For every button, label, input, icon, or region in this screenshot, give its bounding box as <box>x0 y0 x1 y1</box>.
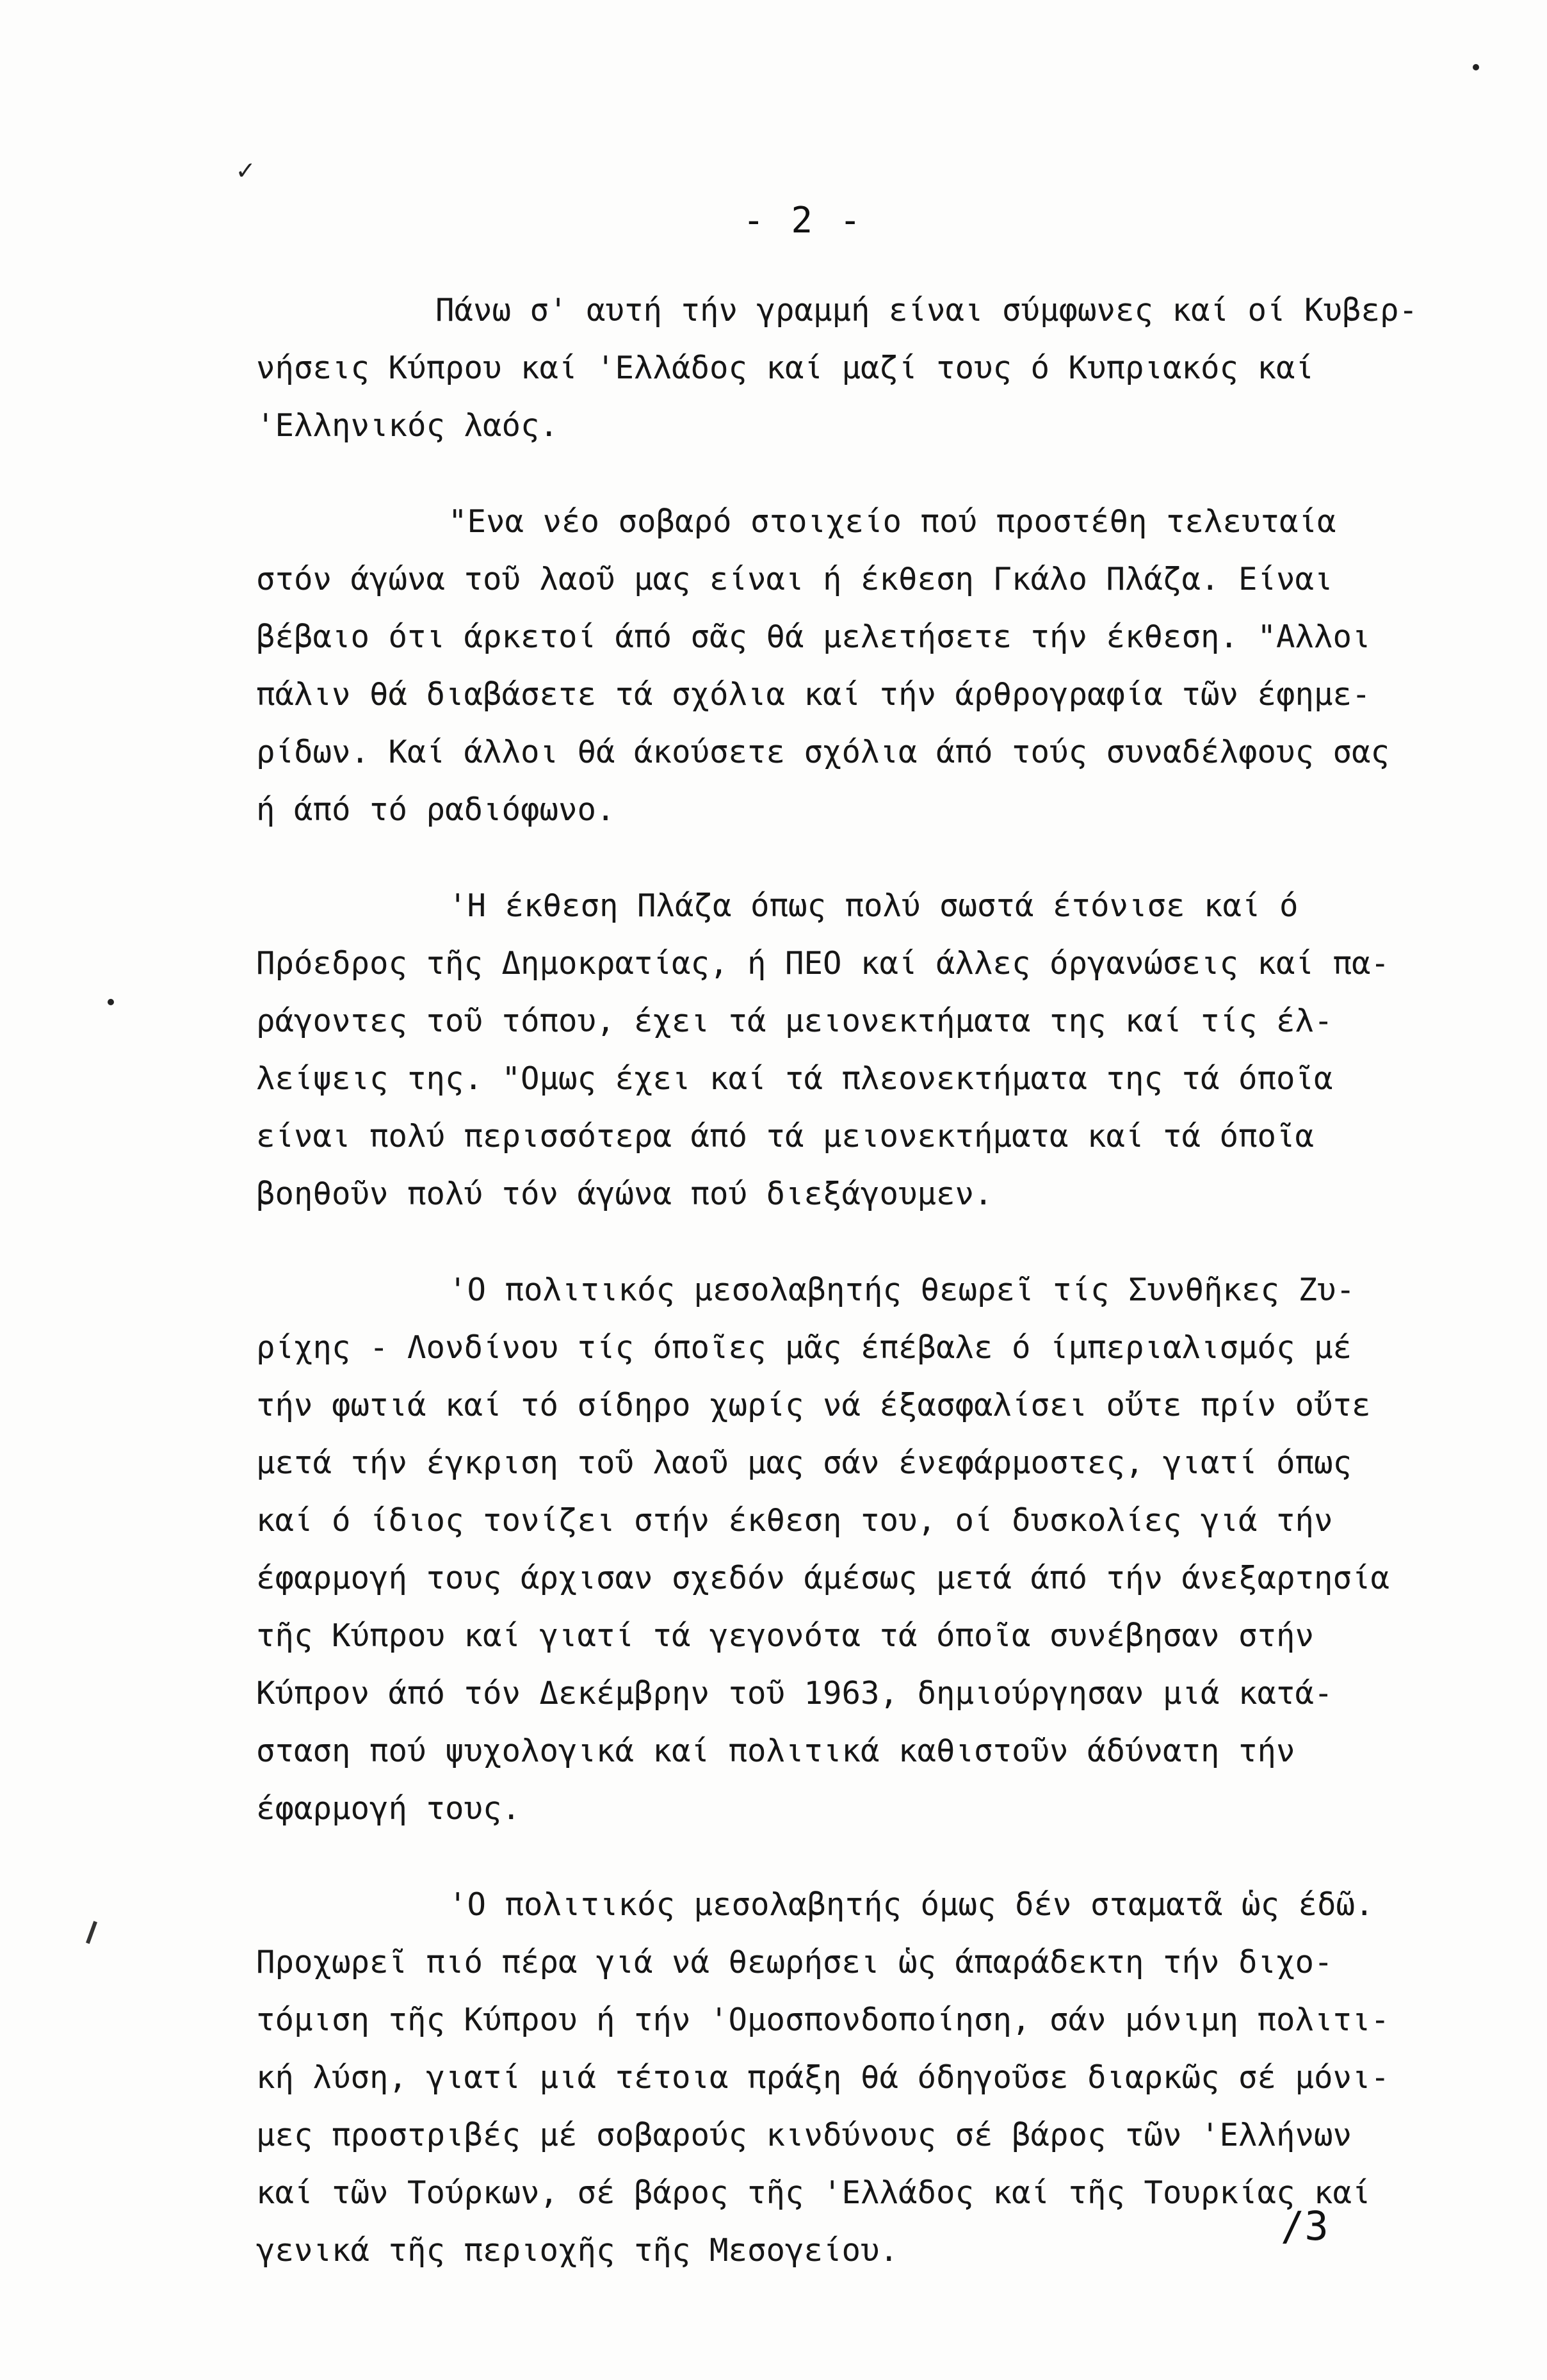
text-line: Πρόεδρος τῆς Δημοκρατίας, ή ΠΕΟ καί άλλες όργανώσεις καί πα- <box>256 945 1390 982</box>
text-line: βοηθοῦν πολύ τόν άγώνα πού διεξάγουμεν. <box>256 1176 993 1212</box>
text-line: ρίδων. Καί άλλοι θά άκούσετε σχόλια άπό τούς συναδέλφους σας <box>256 734 1390 770</box>
text-line: τόμιση τῆς Κύπρου ή τήν 'Ομοσπονδοποίηση, σάν μόνιμη πολιτι- <box>256 2002 1390 2038</box>
text-line: 'Ελληνικός λαός. <box>256 407 559 444</box>
text-line: κή λύση, γιατί μιά τέτοια πράξη θά όδηγοῦσε διαρκῶς σέ μόνι- <box>256 2059 1390 2096</box>
text-line: 'Η έκθεση Πλάζα όπως πολύ σωστά έτόνισε καί ό <box>448 887 1299 924</box>
text-line: γενικά τῆς περιοχῆς τῆς Μεσογείου. <box>256 2232 899 2269</box>
margin-slash-icon <box>86 1921 97 1944</box>
paragraph-4 <box>256 1261 1460 1838</box>
text-line: καί ό ίδιος τονίζει στήν έκθεση του, οί δυσκολίες γιά τήν <box>256 1502 1333 1539</box>
text-line: ρίχης - Λονδίνου τίς όποῖες μᾶς έπέβαλε ό ίμπεριαλισμός μέ <box>256 1329 1352 1366</box>
text-line: "Ενα νέο σοβαρό στοιχείο πού προστέθη τελευταία <box>448 503 1336 540</box>
handwritten-tick-icon: ✓ <box>237 154 254 186</box>
text-line: τήν φωτιά καί τό σίδηρο χωρίς νά έξασφαλίσει οὔτε πρίν οὔτε <box>256 1387 1371 1423</box>
text-line: 'Ο πολιτικός μεσολαβητής θεωρεῖ τίς Συνθῆκες Ζυ- <box>448 1272 1356 1308</box>
text-line: Κύπρον άπό τόν Δεκέμβρην τοῦ 1963, δημιούργησαν μιά κατά- <box>256 1675 1333 1712</box>
text-line: μες προστριβές μέ σοβαρούς κινδύνους σέ βάρος τῶν 'Ελλήνων <box>256 2117 1352 2153</box>
text-line: νήσεις Κύπρου καί 'Ελλάδος καί μαζί τους ό Κυπριακός καί <box>256 350 1315 386</box>
text-line: ράγοντες τοῦ τόπου, έχει τά μειονεκτήματα της καί τίς έλ- <box>256 1003 1333 1039</box>
text-line: είναι πολύ περισσότερα άπό τά μειονεκτήματα καί τά όποῖα <box>256 1118 1315 1154</box>
text-line: έφαρμογή τους. <box>256 1790 521 1827</box>
next-page-reference: /3 <box>1281 2203 1329 2249</box>
text-line: μετά τήν έγκριση τοῦ λαοῦ μας σάν ένεφάρμοστες, γιατί όπως <box>256 1445 1352 1481</box>
text-line: 'Ο πολιτικός μεσολαβητής όμως δέν σταματᾶ ὡς έδῶ. <box>448 1886 1374 1923</box>
text-line: λείψεις της. "Ομως έχει καί τά πλεονεκτήματα της τά όποῖα <box>256 1060 1333 1097</box>
text-line: Προχωρεῖ πιό πέρα γιά νά θεωρήσει ὡς άπαράδεκτη τήν διχο- <box>256 1944 1333 1980</box>
paragraph-5 <box>256 1876 1460 2279</box>
text-line: στόν άγώνα τοῦ λαοῦ μας είναι ή έκθεση Γκάλο Πλάζα. Είναι <box>256 561 1333 597</box>
text-line: Πάνω σ' αυτή τήν γραμμή είναι σύμφωνες καί οί Κυβερ- <box>435 292 1418 328</box>
paragraph-2 <box>256 493 1460 839</box>
page-number: - 2 - <box>743 200 864 241</box>
text-line: βέβαιο ότι άρκετοί άπό σᾶς θά μελετήσετε τήν έκθεση. "Αλλοι <box>256 619 1371 655</box>
text-line: καί τῶν Τούρκων, σέ βάρος τῆς 'Ελλάδος καί τῆς Τουρκίας καί <box>256 2174 1371 2211</box>
margin-dot-icon <box>1473 64 1479 70</box>
text-line: σταση πού ψυχολογικά καί πολιτικά καθιστοῦν άδύνατη τήν <box>256 1733 1295 1769</box>
text-line: έφαρμογή τους άρχισαν σχεδόν άμέσως μετά άπό τήν άνεξαρτησία <box>256 1560 1390 1596</box>
margin-dot-icon <box>108 999 114 1005</box>
text-line: πάλιν θά διαβάσετε τά σχόλια καί τήν άρθρογραφία τῶν έφημε- <box>256 676 1371 713</box>
text-line: ή άπό τό ραδιόφωνο. <box>256 791 615 828</box>
document-body <box>256 282 1460 2318</box>
text-line: τῆς Κύπρου καί γιατί τά γεγονότα τά όποῖα συνέβησαν στήν <box>256 1617 1315 1654</box>
paragraph-3 <box>256 877 1460 1223</box>
paragraph-1 <box>256 282 1460 455</box>
